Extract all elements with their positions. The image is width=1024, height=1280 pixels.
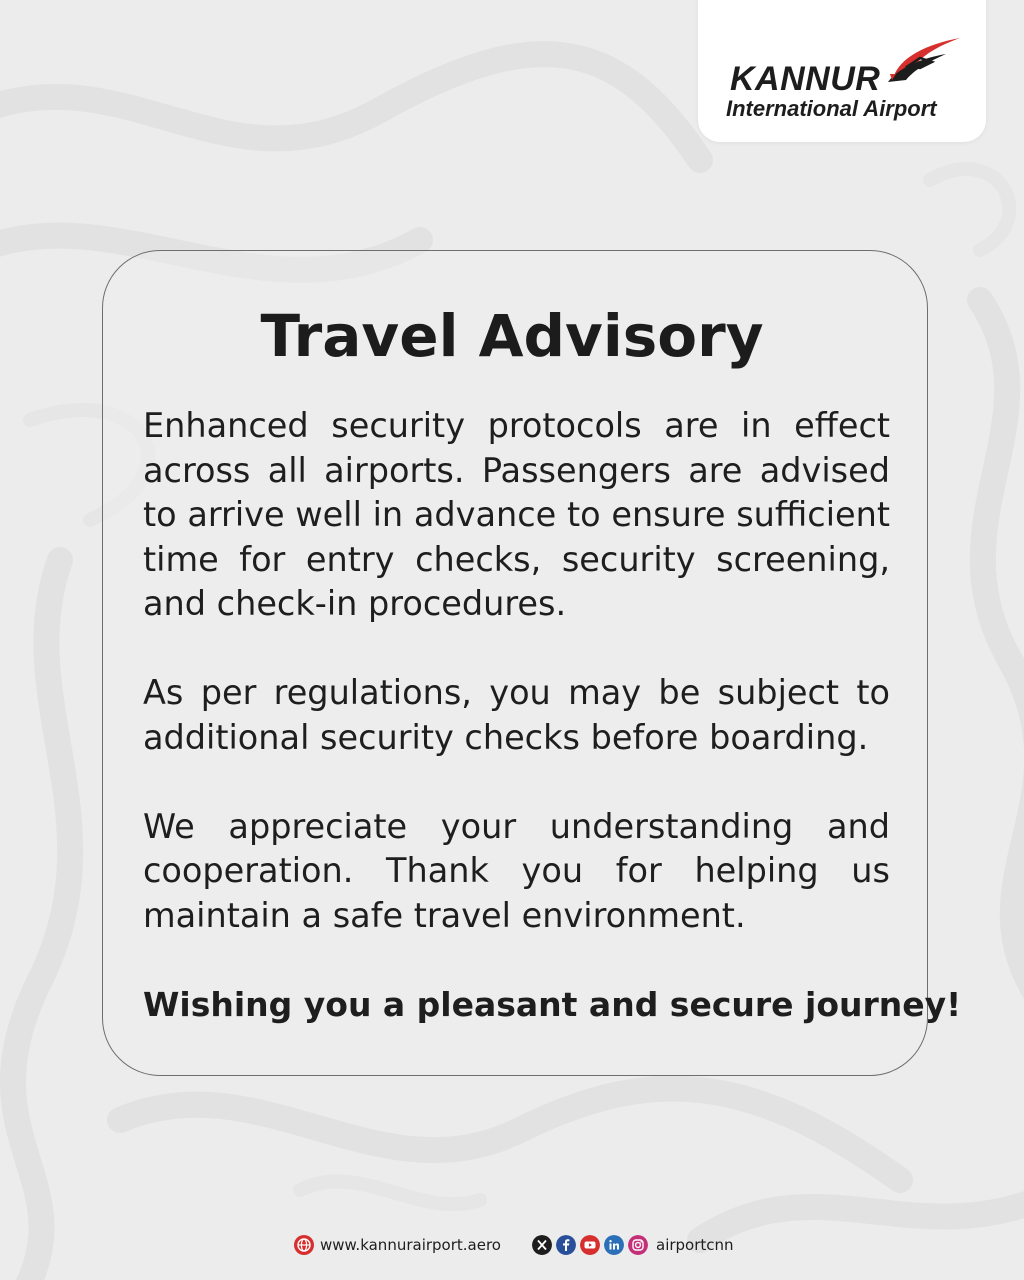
advisory-paragraph: Enhanced security protocols are in effect across all airports. Passengers are advised to arrive well in advance to ensure sufficient time for entry checks, security screening, and check-in procedures. <box>143 406 890 623</box>
airport-wing-logo-icon <box>886 36 962 84</box>
youtube-icon[interactable] <box>580 1235 600 1255</box>
advisory-paragraph: As per regulations, you may be subject to additional security checks before boarding. <box>143 673 890 757</box>
linkedin-icon[interactable] <box>604 1235 624 1255</box>
logo-subtitle: International Airport <box>726 96 937 121</box>
closing-message: Wishing you a pleasant and secure journey! <box>143 984 962 1024</box>
airport-logo <box>698 0 986 142</box>
instagram-icon[interactable] <box>628 1235 648 1255</box>
footer <box>0 1232 1024 1258</box>
advisory-body <box>143 404 962 1027</box>
social-handle[interactable]: airportcnn <box>656 1236 734 1254</box>
facebook-icon[interactable] <box>556 1235 576 1255</box>
website-link[interactable]: www.kannurairport.aero <box>320 1236 501 1254</box>
page-title: Travel Advisory <box>260 302 764 370</box>
x-icon[interactable] <box>532 1235 552 1255</box>
logo-name: KANNUR <box>730 60 881 98</box>
globe-icon <box>294 1235 314 1255</box>
advisory-paragraph: We appreciate your understanding and cooperation. Thank you for helping us maintain a safe travel environment. <box>143 806 890 935</box>
